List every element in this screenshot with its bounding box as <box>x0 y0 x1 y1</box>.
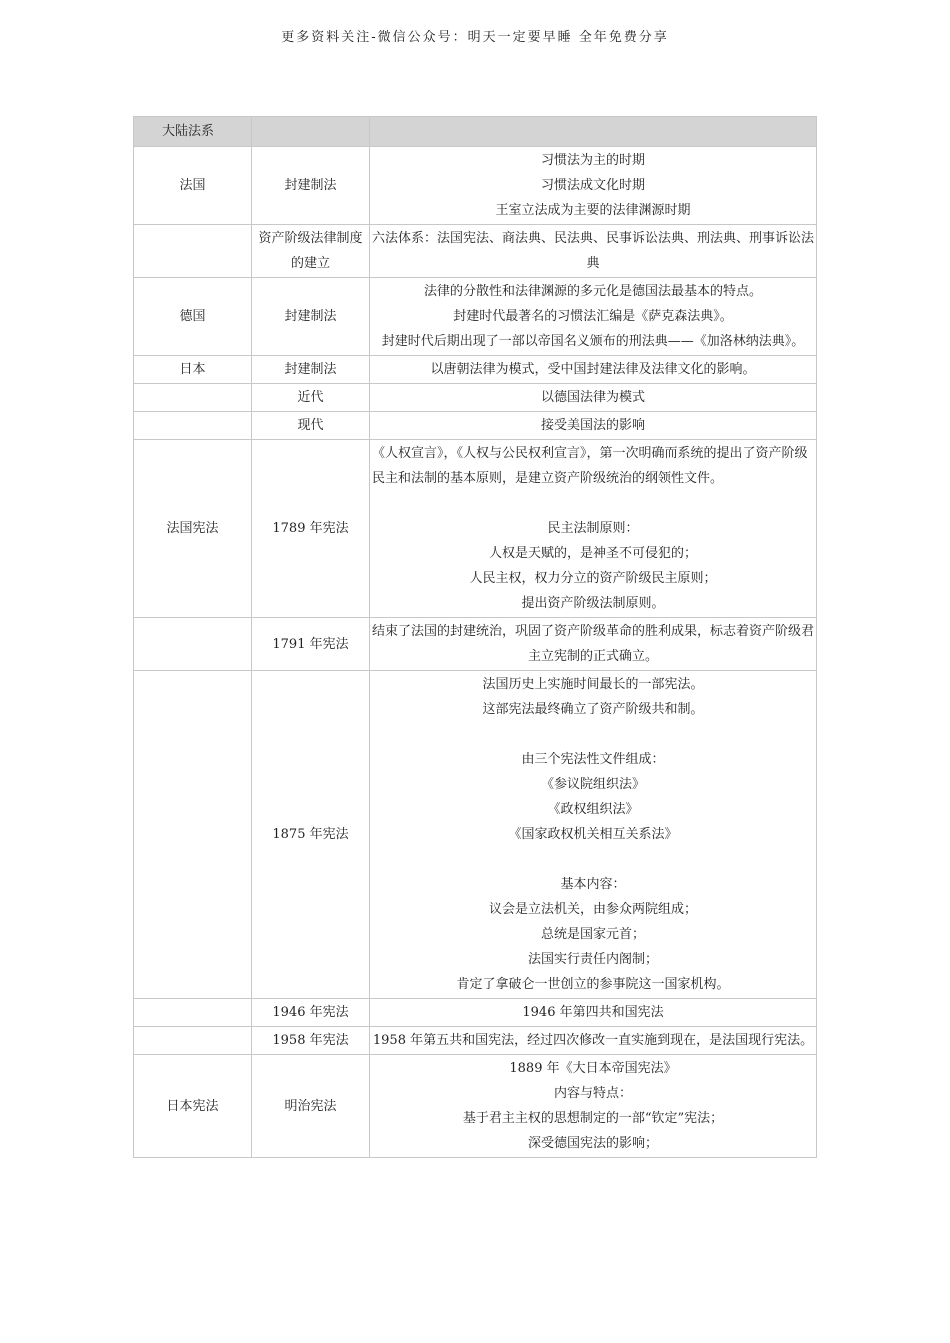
content-line: 封建时代最著名的习惯法汇编是《萨克森法典》。 <box>453 309 733 324</box>
period-cell: 资产阶级法律制度的建立 <box>252 225 370 278</box>
country-cell: 日本 <box>134 356 252 384</box>
header-note: 更多资料关注-微信公众号：明天一定要早睡 全年免费分享 <box>281 30 669 45</box>
table-row <box>134 147 817 225</box>
country-cell: 法国 <box>134 147 252 225</box>
content-cell <box>370 440 817 618</box>
country-cell: 日本宪法 <box>134 1055 252 1158</box>
content-line: 由三个宪法性文件组成： <box>521 752 665 767</box>
content-line: 议会是立法机关，由参众两院组成； <box>488 902 697 917</box>
table-row <box>134 412 817 440</box>
table-row <box>134 618 817 671</box>
table-row <box>134 1055 817 1158</box>
period-cell: 明治宪法 <box>252 1055 370 1158</box>
period-cell: 封建制法 <box>252 147 370 225</box>
content-line: 1889 年《大日本帝国宪法》 <box>509 1061 677 1076</box>
content-line: 《国家政权机关相互关系法》 <box>508 827 678 842</box>
country-cell <box>134 999 252 1027</box>
period-cell: 1875 年宪法 <box>252 671 370 999</box>
period-cell: 1791 年宪法 <box>252 618 370 671</box>
content-line: 基于君主主权的思想制定的一部“钦定”宪法； <box>462 1111 724 1126</box>
content-cell <box>370 147 817 225</box>
content-line: 基本内容： <box>560 877 626 892</box>
period-cell: 封建制法 <box>252 278 370 356</box>
table-row <box>134 671 817 999</box>
table-row <box>134 999 817 1027</box>
content-line: 封建时代后期出现了一部以帝国名义颁布的刑法典——《加洛林纳法典》。 <box>381 334 805 349</box>
period-cell: 1789 年宪法 <box>252 440 370 618</box>
header-title: 大陆法系 <box>134 117 252 147</box>
content-line: 提出资产阶级法制原则。 <box>521 596 665 611</box>
content-line: 王室立法成为主要的法律渊源时期 <box>495 203 691 218</box>
table-row <box>134 278 817 356</box>
content-line: 总统是国家元首； <box>540 927 645 942</box>
country-cell <box>134 225 252 278</box>
header-empty-cell <box>370 117 817 147</box>
content-paragraph: 《人权宣言》，《人权与公民权利宣言》，第一次明确而系统的提出了资产阶级民主和法制的基本原则，是建立资产阶级统治的纲领性文件。 <box>372 446 808 486</box>
civil-law-table <box>133 116 817 1158</box>
content-line: 法律的分散性和法律渊源的多元化是德国法最基本的特点。 <box>423 284 762 299</box>
period-cell: 1946 年宪法 <box>252 999 370 1027</box>
content-line: 民主法制原则： <box>547 521 639 536</box>
table-header-row <box>134 117 817 147</box>
country-cell <box>134 671 252 999</box>
header-empty-cell <box>252 117 370 147</box>
content-line: 《政权组织法》 <box>547 802 639 817</box>
content-line: 肯定了拿破仑一世创立的参事院这一国家机构。 <box>456 977 730 992</box>
content-cell: 结束了法国的封建统治，巩固了资产阶级革命的胜利成果，标志着资产阶级君主立宪制的正式确立。 <box>370 618 817 671</box>
country-cell: 法国宪法 <box>134 440 252 618</box>
content-cell: 1946 年第四共和国宪法 <box>370 999 817 1027</box>
content-line: 深受德国宪法的影响； <box>527 1136 658 1151</box>
content-line: 内容与特点： <box>553 1086 632 1101</box>
country-cell <box>134 384 252 412</box>
table-row <box>134 384 817 412</box>
spacer <box>372 722 814 747</box>
country-cell <box>134 618 252 671</box>
country-cell <box>134 1027 252 1055</box>
content-line: 习惯法为主的时期 <box>540 153 645 168</box>
country-cell <box>134 412 252 440</box>
content-cell <box>370 278 817 356</box>
table-row <box>134 356 817 384</box>
spacer <box>372 491 814 516</box>
content-line: 人民主权，权力分立的资产阶级民主原则； <box>469 571 717 586</box>
content-cell: 以德国法律为模式 <box>370 384 817 412</box>
content-cell <box>370 671 817 999</box>
period-cell: 近代 <box>252 384 370 412</box>
country-cell: 德国 <box>134 278 252 356</box>
content-cell <box>370 1055 817 1158</box>
table-row <box>134 225 817 278</box>
period-cell: 封建制法 <box>252 356 370 384</box>
table-row <box>134 440 817 618</box>
content-line: 法国实行责任内阁制； <box>527 952 658 967</box>
spacer <box>372 847 814 872</box>
content-line: 人权是天赋的，是神圣不可侵犯的； <box>488 546 697 561</box>
table-row <box>134 1027 817 1055</box>
content-cell: 接受美国法的影响 <box>370 412 817 440</box>
content-cell: 1958 年第五共和国宪法，经过四次修改一直实施到现在，是法国现行宪法。 <box>370 1027 817 1055</box>
content-line: 法国历史上实施时间最长的一部宪法。 <box>482 677 704 692</box>
content-cell: 以唐朝法律为模式，受中国封建法律及法律文化的影响。 <box>370 356 817 384</box>
content-cell: 六法体系：法国宪法、商法典、民法典、民事诉讼法典、刑法典、刑事诉讼法典 <box>370 225 817 278</box>
content-line: 《参议院组织法》 <box>540 777 645 792</box>
content-line: 这部宪法最终确立了资产阶级共和制。 <box>482 702 704 717</box>
content-line: 习惯法成文化时期 <box>540 178 645 193</box>
period-cell: 1958 年宪法 <box>252 1027 370 1055</box>
period-cell: 现代 <box>252 412 370 440</box>
